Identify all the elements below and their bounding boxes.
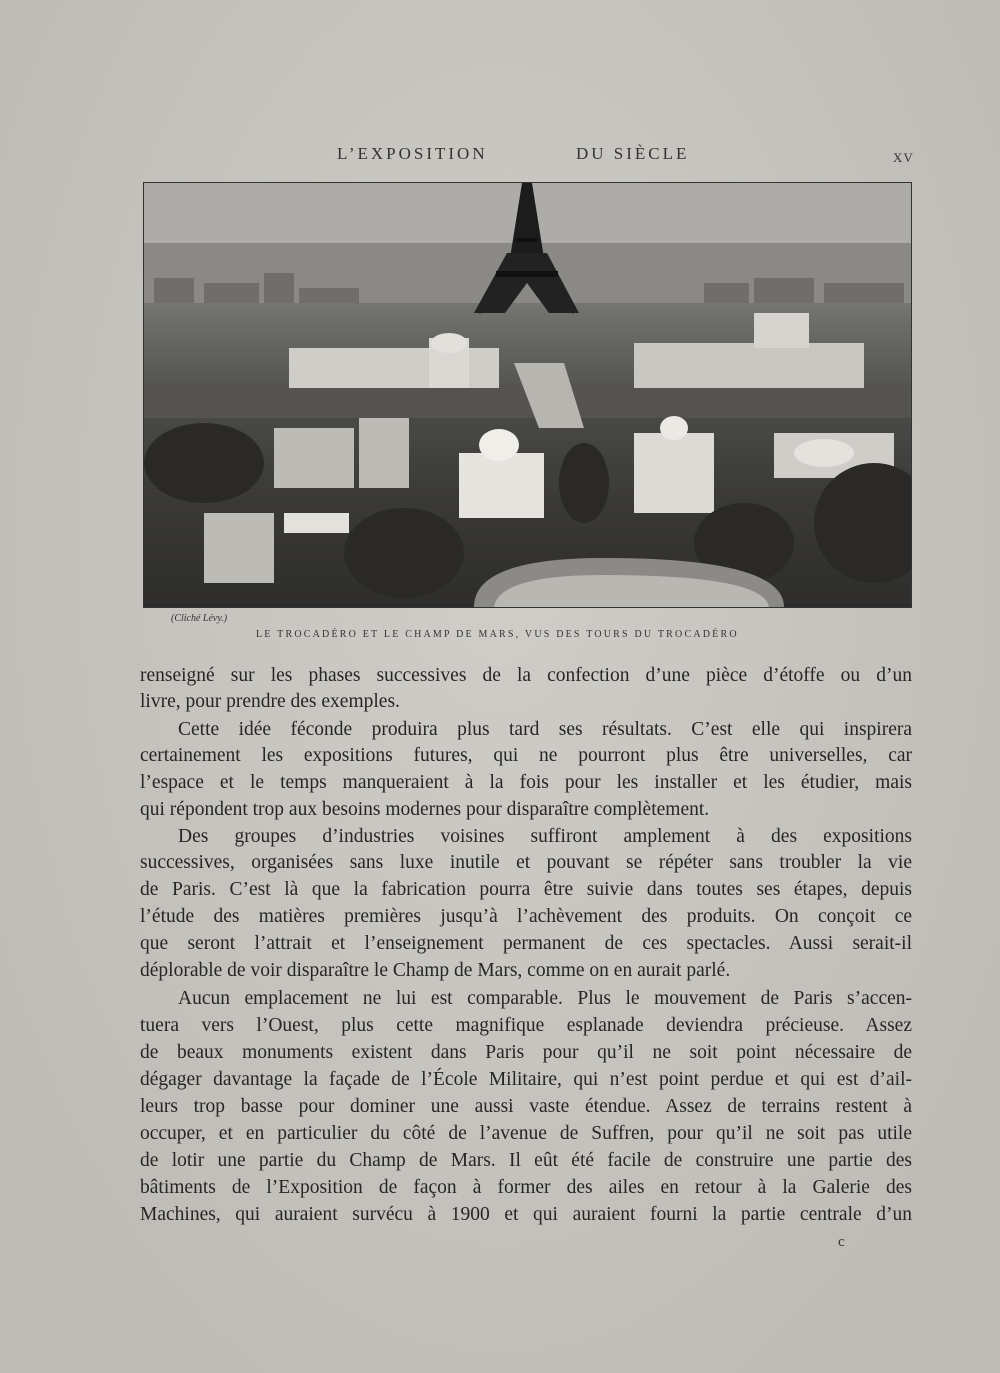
photo-credit: (Cliché Lévy.) xyxy=(171,613,228,624)
text-line: déplorable de voir disparaître le Champ de Mars, comme on en aurait parlé. xyxy=(140,960,731,981)
text-line: Machines, qui auraient survécu à 1900 et qui auraient fourni la partie centrale d’un xyxy=(140,1204,912,1225)
text-line: l’espace et le temps manqueraient à la fois pour les installer et les étudier, mais xyxy=(140,772,912,793)
text-line: dégager davantage la façade de l’École Militaire, qui n’est point perdue et qui est d’ail- xyxy=(140,1069,912,1090)
text-line: successives, organisées sans luxe inutile et pouvant se répéter sans troubler la vie xyxy=(140,852,912,873)
text-line: livre, pour prendre des exemples. xyxy=(140,691,400,712)
text-line: qui répondent trop aux besoins modernes pour disparaître complètement. xyxy=(140,799,710,820)
aerial-view-illustration xyxy=(144,183,911,607)
text-line: renseigné sur les phases successives de la confection d’une pièce d’étoffe ou d’un xyxy=(140,665,912,686)
text-line: Cette idée féconde produira plus tard ses résultats. C’est elle qui inspirera xyxy=(178,719,912,740)
text-line: certainement les expositions futures, qui ne pourront plus être universelles, car xyxy=(140,745,912,766)
text-line: tuera vers l’Ouest, plus cette magnifique esplanade deviendra précieuse. Assez xyxy=(140,1015,912,1036)
text-line: de lotir une partie du Champ de Mars. Il eût été facile de construire une partie des xyxy=(140,1150,912,1171)
text-line: de Paris. C’est là que la fabrication pourra être suivie dans toutes ses étapes, depuis xyxy=(140,879,912,900)
signature-mark: c xyxy=(838,1234,845,1250)
text-line: Des groupes d’industries voisines suffiront amplement à des expositions xyxy=(178,826,912,847)
text-line: leurs trop basse pour dominer une aussi vaste étendue. Assez de terrains restent à xyxy=(140,1096,912,1117)
running-header-right: DU SIÈCLE xyxy=(576,144,690,163)
text-line: Aucun emplacement ne lui est comparable. Plus le mouvement de Paris s’accen- xyxy=(178,988,912,1009)
text-line: de beaux monuments existent dans Paris pour qu’il ne soit point nécessaire de xyxy=(140,1042,912,1063)
page-number: XV xyxy=(893,150,914,165)
text-line: bâtiments de l’Exposition de façon à former des ailes en retour à la Galerie des xyxy=(140,1177,912,1198)
text-line: que seront l’attrait et l’enseignement permanent de ces spectacles. Aussi serait-il xyxy=(140,933,912,954)
text-line: occuper, et en particulier du côté de l’avenue de Suffren, pour qu’il ne soit pas utile xyxy=(140,1123,912,1144)
figure-caption: LE TROCADÉRO ET LE CHAMP DE MARS, VUS DES TOURS DU TROCADÉRO xyxy=(256,629,739,640)
text-line: l’étude des matières premières jusqu’à l’achèvement des produits. On conçoit ce xyxy=(140,906,912,927)
running-header-left: L’EXPOSITION xyxy=(337,144,488,163)
exposition-photograph xyxy=(143,182,912,608)
